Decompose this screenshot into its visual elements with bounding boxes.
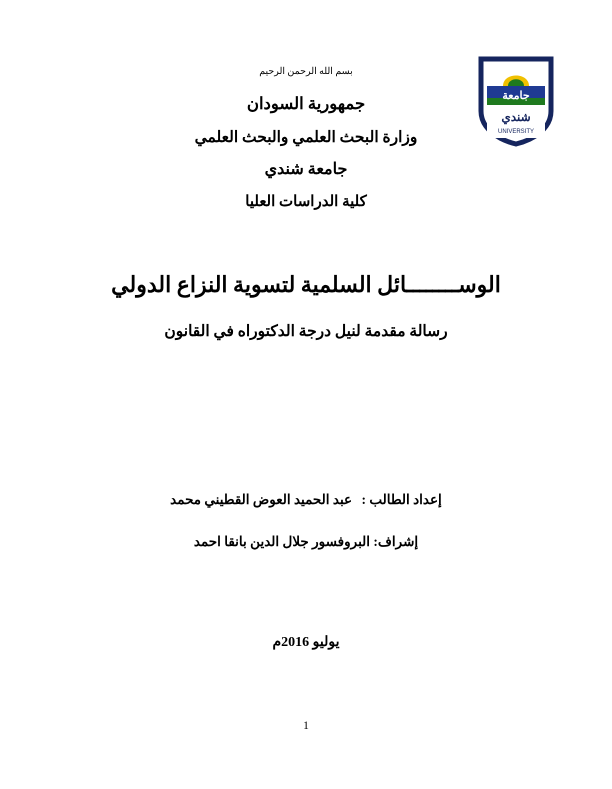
svg-text:جامعة: جامعة [502,90,530,102]
author-row [0,492,612,508]
header-university: جامعة شندي [264,161,348,178]
header-ministry: وزارة البحث العلمي والبحث العلمي [194,128,418,146]
thesis-subtitle: رسالة مقدمة لنيل درجة الدكتوراه في القانون [164,323,448,341]
author-label: إعداد الطالب : [361,492,442,507]
svg-text:UNIVERSITY: UNIVERSITY [497,129,535,135]
basmala-line: بسم الله الرحمن الرحيم [259,67,353,77]
author-name: عبد الحميد العوض القطيني محمد [170,492,353,507]
publication-date: يوليو 2016م [272,635,340,650]
title-section [0,272,612,341]
svg-text:شندي: شندي [501,110,531,124]
page-title: الوســــــــائل السلمية لتسوية النزاع الدولي [111,272,501,297]
header-faculty: كلية الدراسات العليا [245,194,367,210]
institution-header [0,96,612,227]
author-section [0,492,612,550]
header-country: جمهورية السودان [246,94,366,113]
supervisor-row: إشراف: البروفسور جلال الدين بانقا احمد [193,534,419,549]
page-number: 1 [303,720,309,732]
